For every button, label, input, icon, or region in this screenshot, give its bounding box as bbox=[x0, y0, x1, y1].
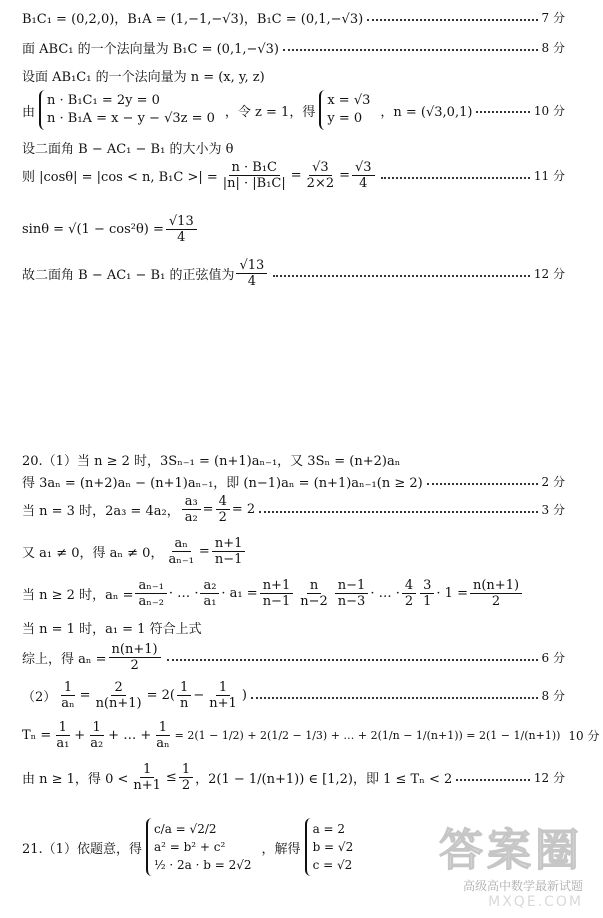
fraction bbox=[212, 536, 246, 567]
numerator: n+1 bbox=[212, 536, 246, 552]
denominator: 2 bbox=[181, 778, 191, 793]
numerator: n−1 bbox=[335, 578, 369, 594]
line-text: （2） bbox=[22, 690, 57, 705]
line-text: 综上，得 aₙ = bbox=[22, 652, 107, 667]
denominator: aₙ₋₂ bbox=[138, 594, 164, 609]
line-text: − bbox=[193, 688, 205, 703]
numerator: 2 bbox=[111, 680, 125, 696]
denominator: |n| · |B₁C| bbox=[222, 176, 286, 191]
denominator: aₙ₋₁ bbox=[168, 552, 194, 567]
score: 7 分 bbox=[541, 11, 565, 25]
equation: a = 2 bbox=[312, 822, 346, 836]
fraction bbox=[177, 680, 191, 711]
line-text: 设二面角 B − AC₁ − B₁ 的大小为 θ bbox=[22, 142, 234, 157]
denominator: n−1 bbox=[214, 552, 243, 567]
line-text: 当 n ≥ 2 时，aₙ = bbox=[22, 588, 134, 603]
fraction bbox=[352, 160, 375, 191]
q20-part2-line2 bbox=[22, 720, 600, 751]
fraction bbox=[260, 578, 294, 609]
equals: = bbox=[202, 502, 214, 517]
line-text: 故二面角 B − AC₁ − B₁ 的正弦值为 bbox=[22, 268, 235, 283]
denominator: a₂ bbox=[184, 510, 198, 525]
dotted-leader bbox=[167, 659, 538, 661]
q20-line6 bbox=[22, 618, 565, 637]
numerator: n · B₁C bbox=[229, 160, 280, 176]
fraction bbox=[402, 578, 416, 609]
numerator: 1 bbox=[156, 720, 170, 736]
line-text: = 2(1 − 1/2) + 2(1/2 − 1/3) + … + 2(1/n − 1/(n+1)) = 2(1 − 1/(n+1)) bbox=[174, 729, 561, 742]
line-text: 得 3aₙ = (n+2)aₙ − (n+1)aₙ₋₁，即 (n−1)aₙ = (n+1)aₙ₋₁(n ≥ 2) bbox=[22, 476, 423, 491]
solution-system bbox=[319, 90, 376, 130]
dotted-leader bbox=[427, 483, 538, 485]
numerator: 1 bbox=[90, 720, 104, 736]
numerator: √13 bbox=[236, 258, 267, 274]
numerator: a₂ bbox=[200, 578, 219, 594]
fraction bbox=[109, 642, 161, 673]
denominator: n+1 bbox=[209, 696, 237, 711]
denominator: a₁ bbox=[203, 594, 217, 609]
equation: a² = b² + c² bbox=[153, 840, 226, 854]
score: 10 分 bbox=[533, 103, 565, 118]
denominator: 2 bbox=[491, 594, 501, 609]
fraction bbox=[135, 578, 166, 609]
dotted-leader bbox=[251, 697, 538, 699]
numerator: 1 bbox=[179, 762, 193, 778]
watermark bbox=[383, 815, 583, 910]
fraction bbox=[166, 214, 197, 245]
line-text: 则 |cosθ| = |cos < n, B₁C >| = bbox=[22, 170, 218, 185]
line-text: 当 n = 1 时，a₁ = 1 符合上式 bbox=[22, 622, 202, 637]
denominator: aₙ bbox=[61, 696, 75, 711]
fraction bbox=[236, 258, 267, 289]
denominator: 4 bbox=[247, 274, 256, 289]
solution-system bbox=[305, 818, 360, 876]
line-text: 21.（1）依题意，得 bbox=[22, 841, 142, 857]
numerator: a₃ bbox=[182, 494, 201, 510]
denominator: 1 bbox=[423, 594, 432, 609]
dotted-leader bbox=[381, 177, 530, 179]
watermark-subtitle: 高级高中数学最新试题 bbox=[462, 879, 583, 893]
equation: x = √3 bbox=[327, 93, 371, 108]
equation: c = √2 bbox=[312, 858, 353, 872]
line-text: 由 n ≥ 1，得 0 < bbox=[22, 772, 129, 787]
line-text: + … + bbox=[108, 728, 152, 743]
line-text: 又 a₁ ≠ 0，得 aₙ ≠ 0， bbox=[22, 546, 164, 561]
numerator: √3 bbox=[352, 160, 375, 176]
score: 8 分 bbox=[541, 689, 565, 703]
numerator: 4 bbox=[216, 494, 230, 510]
equation: ½ · 2a · b = 2√2 bbox=[153, 858, 252, 872]
numerator: aₙ bbox=[172, 536, 191, 552]
line-text: ，2(1 − 1/(n+1)) ∈ [1,2)，即 1 ≤ Tₙ < 2 bbox=[195, 772, 453, 787]
fraction bbox=[220, 160, 289, 191]
numerator: √3 bbox=[309, 160, 332, 176]
numerator: 1 bbox=[177, 680, 191, 696]
fraction bbox=[470, 578, 522, 609]
score: 6 分 bbox=[541, 651, 565, 665]
line-text: 由 bbox=[22, 104, 36, 120]
line-vectors bbox=[22, 8, 565, 27]
denominator: 2×2 bbox=[306, 176, 335, 191]
denominator: n(n+1) bbox=[95, 696, 142, 711]
fraction bbox=[130, 762, 164, 793]
numerator: 4 bbox=[402, 578, 416, 594]
line-text: B₁C₁ = (0,2,0)，B₁A = (1,−1,−√3)，B₁C = (0,1,−√3) bbox=[22, 12, 364, 27]
q20-line2 bbox=[22, 472, 565, 491]
q20-line3 bbox=[22, 494, 565, 525]
line-system bbox=[22, 90, 565, 130]
line-cos bbox=[22, 160, 565, 191]
line-text: · a₁ = bbox=[221, 586, 258, 601]
line-angle bbox=[22, 138, 565, 157]
denominator: a₁ bbox=[56, 736, 70, 751]
score: 2 分 bbox=[541, 475, 565, 489]
q20-line4 bbox=[22, 536, 565, 567]
dotted-leader bbox=[456, 779, 530, 781]
score: 10 分 bbox=[568, 729, 600, 743]
dotted-leader bbox=[367, 19, 537, 21]
equals: = bbox=[339, 168, 351, 183]
line-normal-abc1 bbox=[22, 38, 565, 57]
fraction bbox=[93, 680, 145, 711]
numerator: 1 bbox=[140, 762, 154, 778]
fraction bbox=[58, 680, 77, 711]
fraction bbox=[179, 762, 193, 793]
line-conclusion bbox=[22, 258, 565, 289]
line-text: ，n = (√3,0,1) bbox=[380, 104, 473, 120]
line-sin bbox=[22, 214, 565, 245]
denominator: 4 bbox=[359, 176, 368, 191]
equation: n · B₁A = x − y − √3z = 0 bbox=[47, 111, 215, 126]
line-text: ≤ bbox=[165, 770, 177, 785]
numerator: 1 bbox=[61, 680, 75, 696]
line-text: ，解得 bbox=[261, 841, 301, 857]
fraction bbox=[165, 536, 196, 567]
line-normal-ab1c1 bbox=[22, 66, 565, 85]
line-text: ，令 z = 1，得 bbox=[224, 104, 316, 120]
fraction bbox=[200, 578, 219, 609]
watermark-url: MXQE.COM bbox=[488, 894, 583, 910]
numerator: 1 bbox=[216, 680, 230, 696]
equation: y = 0 bbox=[327, 111, 363, 126]
denominator: n−3 bbox=[337, 594, 366, 609]
denominator: 2 bbox=[404, 594, 414, 609]
numerator: n(n+1) bbox=[109, 642, 161, 658]
numerator: aₙ₋₁ bbox=[135, 578, 166, 594]
dotted-leader bbox=[283, 49, 538, 51]
equation: c/a = √2/2 bbox=[153, 822, 217, 836]
denominator: 4 bbox=[177, 230, 186, 245]
dotted-leader bbox=[259, 511, 537, 513]
numerator: 1 bbox=[56, 720, 70, 736]
equation-system bbox=[146, 818, 258, 876]
line-text: = 2 bbox=[231, 502, 256, 517]
denominator: n bbox=[180, 696, 189, 711]
line-text: = 2( bbox=[146, 688, 175, 703]
line-text: sinθ = √(1 − cos²θ) = bbox=[22, 222, 164, 237]
score: 12 分 bbox=[533, 771, 565, 785]
numerator: n(n+1) bbox=[470, 578, 522, 594]
denominator: 2 bbox=[218, 510, 227, 525]
numerator: n+1 bbox=[260, 578, 294, 594]
line-text: Tₙ = bbox=[22, 728, 52, 743]
denominator: n−1 bbox=[262, 594, 291, 609]
dotted-leader bbox=[476, 111, 529, 113]
equals: = bbox=[290, 168, 302, 183]
fraction bbox=[304, 160, 337, 191]
numerator: 3 bbox=[420, 578, 434, 594]
q20-part2-line1 bbox=[22, 680, 565, 711]
line-text: · … · bbox=[168, 586, 199, 601]
line-text: 20.（1）当 n ≥ 2 时，3Sₙ₋₁ = (n+1)aₙ₋₁，又 3Sₙ = (n+2)aₙ bbox=[22, 454, 401, 469]
q20-line5 bbox=[22, 578, 565, 609]
q20-part2-line3 bbox=[22, 762, 565, 793]
q20-line1 bbox=[22, 450, 565, 469]
denominator: n−2 bbox=[300, 594, 328, 609]
fraction bbox=[206, 680, 240, 711]
line-text: · 1 = bbox=[436, 586, 468, 601]
line-text: 当 n = 3 时，2a₃ = 4a₂， bbox=[22, 504, 180, 519]
numerator: √13 bbox=[166, 214, 197, 230]
line-text: · … · bbox=[370, 586, 400, 601]
fraction bbox=[420, 578, 434, 609]
score: 3 分 bbox=[541, 503, 565, 517]
fraction bbox=[53, 720, 72, 751]
denominator: n+1 bbox=[133, 778, 161, 793]
equals: = bbox=[79, 688, 91, 703]
line-text: + bbox=[74, 728, 86, 743]
fraction bbox=[216, 494, 230, 525]
fraction bbox=[87, 720, 106, 751]
line-text: 设面 AB₁C₁ 的一个法向量为 n = (x, y, z) bbox=[22, 70, 265, 85]
fraction bbox=[297, 578, 331, 609]
equation: b = √2 bbox=[312, 840, 354, 854]
dotted-leader bbox=[273, 275, 530, 277]
line-text: 面 ABC₁ 的一个法向量为 B₁C = (0,1,−√3) bbox=[22, 42, 280, 57]
line-text: ) bbox=[241, 688, 247, 703]
equation: n · B₁C₁ = 2y = 0 bbox=[47, 93, 160, 108]
equals: = bbox=[198, 544, 210, 559]
equation-system bbox=[39, 90, 221, 130]
fraction bbox=[335, 578, 369, 609]
denominator: a₂ bbox=[90, 736, 104, 751]
denominator: aₙ bbox=[156, 736, 170, 751]
denominator: 2 bbox=[130, 658, 139, 673]
score: 11 分 bbox=[533, 169, 565, 183]
fraction bbox=[182, 494, 201, 525]
q20-line7 bbox=[22, 642, 565, 673]
fraction bbox=[153, 720, 172, 751]
score: 8 分 bbox=[541, 41, 565, 55]
numerator: n bbox=[307, 578, 321, 594]
score: 12 分 bbox=[533, 267, 565, 281]
watermark-logo: 答案圈 bbox=[439, 825, 583, 876]
